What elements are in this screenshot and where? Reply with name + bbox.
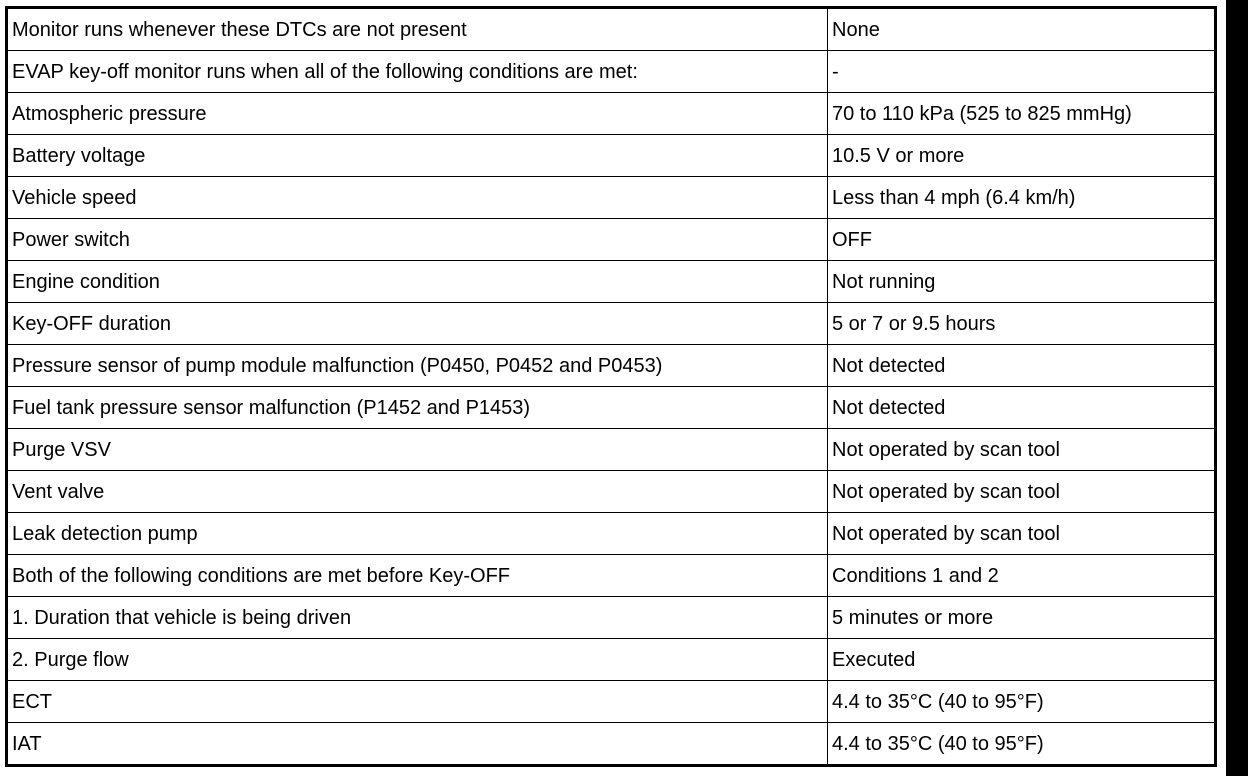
condition-item-cell: Battery voltage — [7, 135, 828, 177]
condition-item-cell: Purge VSV — [7, 429, 828, 471]
table-row — [7, 639, 1216, 681]
condition-item-cell: IAT — [7, 723, 828, 766]
condition-value-cell: 4.4 to 35°C (40 to 95°F) — [828, 681, 1216, 723]
condition-item-cell: Key-OFF duration — [7, 303, 828, 345]
table-row — [7, 471, 1216, 513]
condition-item-cell: EVAP key-off monitor runs when all of the following conditions are met: — [7, 51, 828, 93]
table-row — [7, 387, 1216, 429]
condition-item-cell: Atmospheric pressure — [7, 93, 828, 135]
condition-value-cell: 10.5 V or more — [828, 135, 1216, 177]
condition-value-cell: 70 to 110 kPa (525 to 825 mmHg) — [828, 93, 1216, 135]
conditions-table — [5, 6, 1217, 767]
condition-value-cell: Executed — [828, 639, 1216, 681]
condition-value-cell: Not detected — [828, 345, 1216, 387]
condition-value-cell: - — [828, 51, 1216, 93]
table-row — [7, 8, 1216, 51]
condition-item-cell: Fuel tank pressure sensor malfunction (P1452 and P1453) — [7, 387, 828, 429]
conditions-table-body — [7, 8, 1216, 766]
condition-item-cell: Vehicle speed — [7, 177, 828, 219]
condition-item-cell: ECT — [7, 681, 828, 723]
table-row — [7, 597, 1216, 639]
condition-value-cell: OFF — [828, 219, 1216, 261]
table-row — [7, 51, 1216, 93]
table-row — [7, 723, 1216, 766]
table-row — [7, 177, 1216, 219]
condition-item-cell: Monitor runs whenever these DTCs are not present — [7, 8, 828, 51]
condition-value-cell: Not running — [828, 261, 1216, 303]
condition-value-cell: 5 minutes or more — [828, 597, 1216, 639]
condition-value-cell: None — [828, 8, 1216, 51]
table-row — [7, 219, 1216, 261]
table-row — [7, 429, 1216, 471]
condition-value-cell: 4.4 to 35°C (40 to 95°F) — [828, 723, 1216, 766]
condition-value-cell: Less than 4 mph (6.4 km/h) — [828, 177, 1216, 219]
condition-value-cell: Not operated by scan tool — [828, 471, 1216, 513]
condition-value-cell: Not detected — [828, 387, 1216, 429]
condition-value-cell: 5 or 7 or 9.5 hours — [828, 303, 1216, 345]
condition-value-cell: Not operated by scan tool — [828, 429, 1216, 471]
table-row — [7, 681, 1216, 723]
condition-value-cell: Conditions 1 and 2 — [828, 555, 1216, 597]
table-row — [7, 513, 1216, 555]
table-row — [7, 135, 1216, 177]
condition-item-cell: Power switch — [7, 219, 828, 261]
condition-item-cell: Vent valve — [7, 471, 828, 513]
table-row — [7, 345, 1216, 387]
condition-item-cell: Leak detection pump — [7, 513, 828, 555]
table-row — [7, 303, 1216, 345]
condition-item-cell: 2. Purge flow — [7, 639, 828, 681]
condition-item-cell: Engine condition — [7, 261, 828, 303]
right-edge-bar — [1226, 0, 1248, 776]
condition-value-cell: Not operated by scan tool — [828, 513, 1216, 555]
table-row — [7, 261, 1216, 303]
condition-item-cell: 1. Duration that vehicle is being driven — [7, 597, 828, 639]
table-row — [7, 93, 1216, 135]
condition-item-cell: Pressure sensor of pump module malfunction (P0450, P0452 and P0453) — [7, 345, 828, 387]
condition-item-cell: Both of the following conditions are met before Key-OFF — [7, 555, 828, 597]
table-row — [7, 555, 1216, 597]
